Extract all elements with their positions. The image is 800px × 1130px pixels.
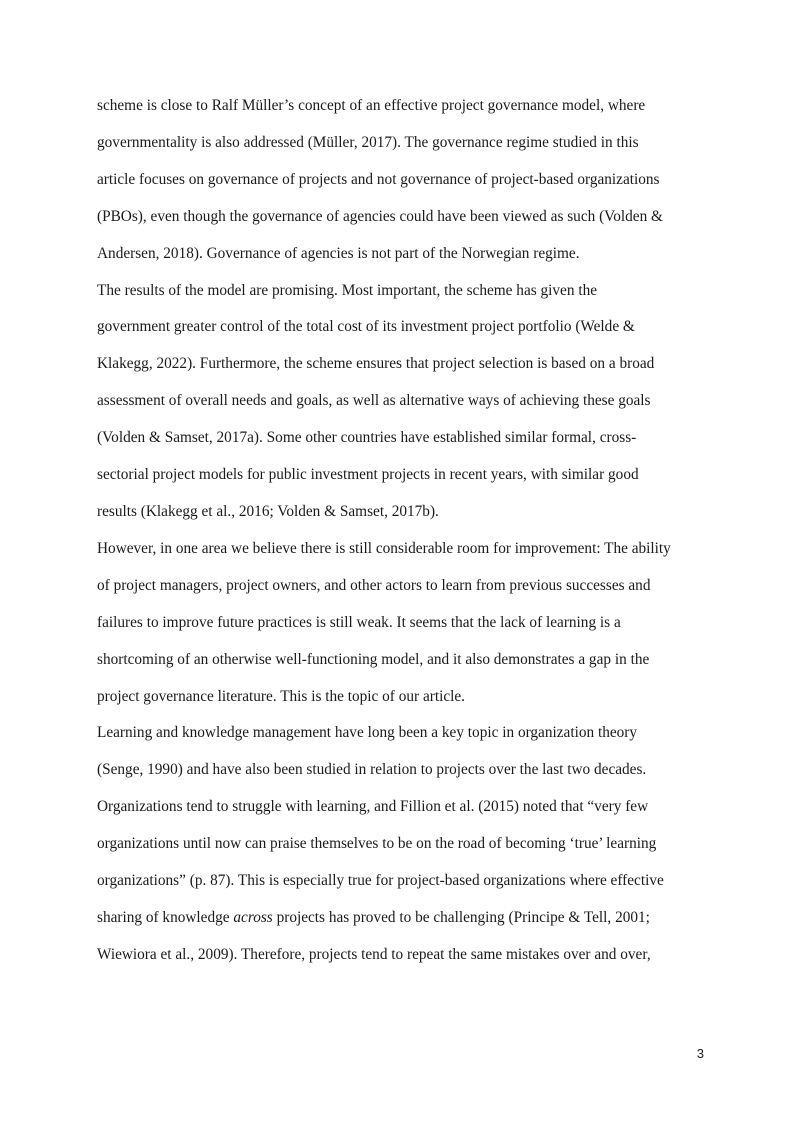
text-line: shortcoming of an otherwise well-functioning model, and it also demonstrates a gap in the <box>97 650 650 668</box>
text-line-with-emphasis <box>97 900 709 937</box>
text-line: Andersen, 2018). Governance of agencies is not part of the Norwegian regime. <box>97 244 580 262</box>
text-line: Learning and knowledge management have long been a key topic in organization theory <box>97 724 638 742</box>
text-line: results (Klakegg et al., 2016; Volden & Samset, 2017b). <box>97 502 439 520</box>
text-line: article focuses on governance of projects and not governance of project-based organizations <box>97 170 660 188</box>
text-line: Wiewiora et al., 2009). Therefore, projects tend to repeat the same mistakes over and over, <box>97 945 651 963</box>
text-line: (Senge, 1990) and have also been studied in relation to projects over the last two decades. <box>97 761 647 779</box>
paragraph-1 <box>97 88 709 273</box>
text-line: Klakegg, 2022). Furthermore, the scheme ensures that project selection is based on a broad <box>97 355 655 373</box>
text-line: However, in one area we believe there is still considerable room for improvement: The ability <box>97 539 671 557</box>
text-run: sharing of knowledge <box>97 908 234 926</box>
text-line: The results of the model are promising. Most important, the scheme has given the <box>97 281 598 299</box>
text-line: organizations until now can praise themselves to be on the road of becoming ‘true’ learning <box>97 835 657 853</box>
text-line: of project managers, project owners, and other actors to learn from previous successes and <box>97 576 651 594</box>
body-text <box>97 88 709 974</box>
text-line: (Volden & Samset, 2017a). Some other countries have established similar formal, cross- <box>97 429 637 447</box>
text-line: scheme is close to Ralf Müller’s concept of an effective project governance model, where <box>97 97 646 114</box>
paragraph-4 <box>97 715 709 973</box>
text-line: sectorial project models for public investment projects in recent years, with similar good <box>97 466 639 484</box>
text-line: government greater control of the total cost of its investment project portfolio (Welde & <box>97 318 635 336</box>
text-run: projects has proved to be challenging (Principe & Tell, 2001; <box>272 908 650 926</box>
paragraph-3 <box>97 531 709 716</box>
text-line: project governance literature. This is the topic of our article. <box>97 687 465 705</box>
text-line: Organizations tend to struggle with learning, and Fillion et al. (2015) noted that “very few <box>97 798 649 816</box>
page-number: 3 <box>696 1046 704 1061</box>
text-line: (PBOs), even though the governance of agencies could have been viewed as such (Volden & <box>97 207 663 225</box>
paragraph-2 <box>97 273 709 531</box>
text-line: failures to improve future practices is still weak. It seems that the lack of learning is a <box>97 613 621 631</box>
emphasis-text: across <box>233 908 273 926</box>
text-line: governmentality is also addressed (Müller, 2017). The governance regime studied in this <box>97 133 639 151</box>
text-line: assessment of overall needs and goals, as well as alternative ways of achieving these goals <box>97 392 651 410</box>
text-line: organizations” (p. 87). This is especially true for project-based organizations where effective <box>97 872 664 890</box>
